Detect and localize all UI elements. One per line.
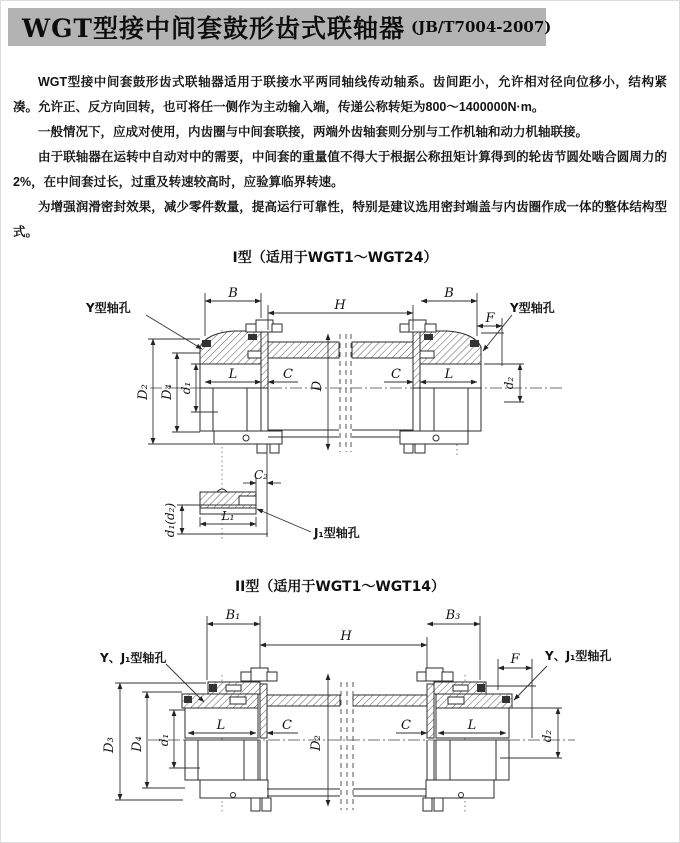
dim-D2-mid: D₂ <box>309 735 324 751</box>
dim-C-right: C <box>401 718 411 733</box>
bolt-set-right <box>400 320 436 332</box>
paragraph-2: 一般情况下，应成对使用，内齿圈与中间套联接，两端外齿轴套则分别与工作机轴和动力机轴联接。 <box>38 125 589 139</box>
break-lines <box>340 334 351 452</box>
dim-d1: d₁ <box>179 381 193 395</box>
dim-H: H <box>334 298 346 313</box>
intro-text <box>13 70 667 245</box>
dim-d2-right: d₂ <box>540 729 554 743</box>
dim-L-left: L <box>228 367 238 382</box>
type2-coupling-drawing <box>0 572 680 840</box>
right-hub-assembly <box>400 320 481 453</box>
dim-B1: B₁ <box>225 608 241 623</box>
dim-C-right: C <box>391 367 401 382</box>
middle-sleeve <box>268 334 413 452</box>
title-banner <box>8 8 552 46</box>
dim-d2-right: d₂ <box>502 376 516 390</box>
dim-d1d2: d₁(d₂) <box>163 502 177 538</box>
break-lines <box>341 682 353 810</box>
dim-B3: B₃ <box>445 608 461 623</box>
middle-sleeve <box>267 682 427 810</box>
label-y-hole-left: Y型轴孔 <box>86 301 131 315</box>
dim-H: H <box>340 629 352 644</box>
dim-B-right: B <box>444 286 454 301</box>
bolt-set-left <box>246 320 282 332</box>
paragraph-4: 为增强润滑密封效果，减少零件数量，提高运行可靠性，特别是建议选用密封端盖与内齿圈作成一体的整体结构型式。 <box>13 200 667 239</box>
label-yj-hole-left: Y、J₁型轴孔 <box>100 651 167 665</box>
paragraph-3: 由于联轴器在运转中自动对中的需要，中间套的重量值不得大于根据公称扭矩计算得到的轮齿节圆处啮合圆周力的2%，在中间套过长，过重及转速较高时，应验算临界转速。 <box>13 150 667 189</box>
paragraph-1: WGT型接中间套鼓形齿式联轴器适用于联接水平两同轴线传动轴系。齿间距小，允许相对径向位移小，结构紧凑。允许正、反方向回转，也可将任一侧作为主动输入端，传递公称转矩为800～1400000N·m。 <box>13 75 667 114</box>
dim-F: F <box>510 652 520 667</box>
j1-detail-view <box>177 444 311 537</box>
diagram1-title: I型（适用于WGT1～WGT24） <box>232 250 438 266</box>
bolt-set-left <box>241 668 277 681</box>
page-title: WGT型接中间套鼓形齿式联轴器 <box>22 14 406 43</box>
diagram2-title: II型（适用于WGT1～WGT14） <box>234 579 446 595</box>
dim-B-left: B <box>228 286 238 301</box>
dim-D-mid: D <box>310 380 325 392</box>
dim-L-right: L <box>467 718 477 733</box>
dim-C-left: C <box>283 367 293 382</box>
dim-D3-outer: D₃ <box>102 737 117 753</box>
dim-L-right: L <box>444 367 454 382</box>
type1-coupling-drawing <box>0 236 680 572</box>
label-j1-hole: J₁型轴孔 <box>314 526 360 540</box>
label-yj-hole-right: Y、J₁型轴孔 <box>545 649 612 663</box>
dim-C-left: C <box>282 718 292 733</box>
dim-C2: C₂ <box>254 468 268 482</box>
dim-F: F <box>485 311 495 326</box>
standard-code: (JB/T7004-2007) <box>411 18 552 36</box>
dim-D2-outer: D₂ <box>136 384 151 400</box>
left-hub-assembly <box>200 320 282 453</box>
left-hub-assembly <box>182 668 277 811</box>
dim-L-left: L <box>216 718 226 733</box>
label-y-hole-right: Y型轴孔 <box>510 301 555 315</box>
dim-L1: L₁ <box>221 509 235 523</box>
dim-D4: D₄ <box>130 736 145 752</box>
bolt-set-right <box>417 668 453 681</box>
dim-D4: D₄ <box>160 384 175 400</box>
dim-d1: d₁ <box>157 733 171 747</box>
